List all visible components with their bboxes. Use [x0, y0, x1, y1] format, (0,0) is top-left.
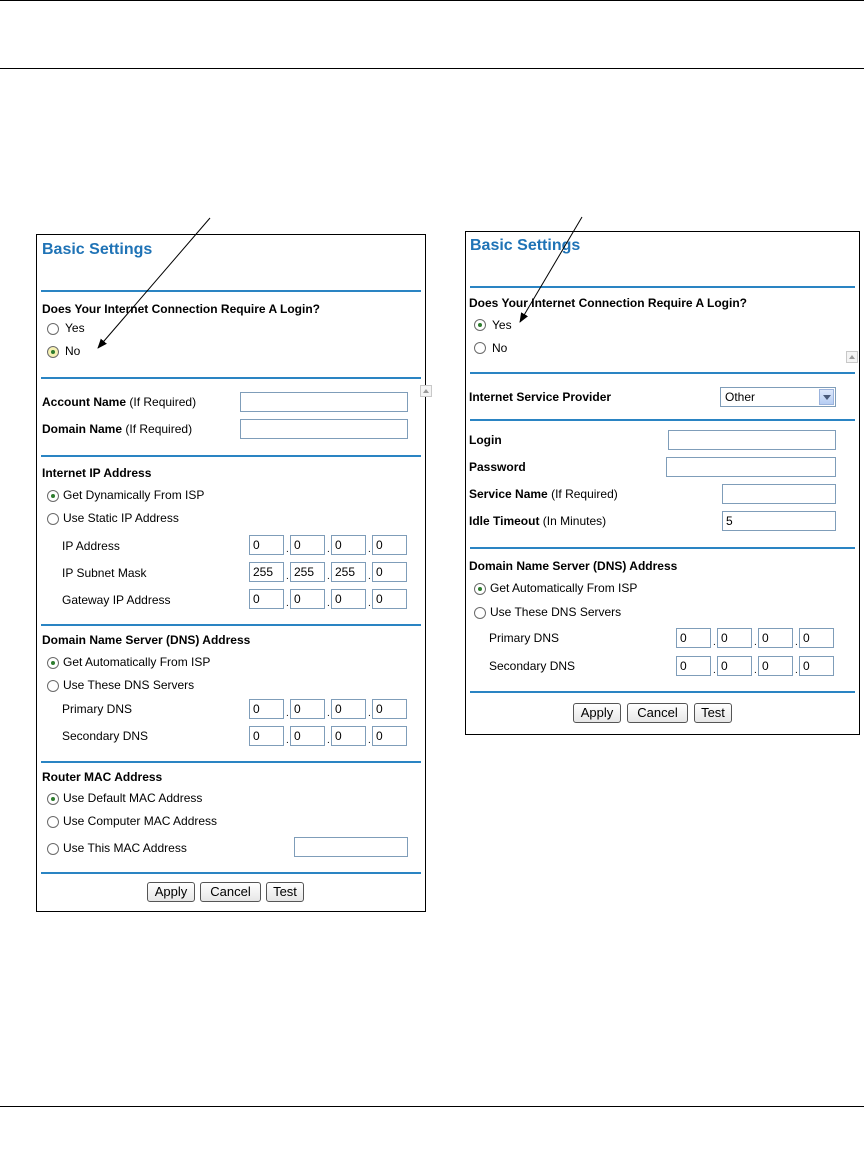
idle-timeout-label: Idle Timeout (In Minutes) [469, 514, 607, 528]
octet-separator: . [327, 598, 330, 609]
gateway-octet-1[interactable]: 0 [249, 589, 284, 609]
subnet-mask-octet-4[interactable]: 0 [372, 562, 407, 582]
octet-separator: . [327, 735, 330, 746]
ip-dynamic-label: Get Dynamically From ISP [63, 488, 205, 502]
dns-header: Domain Name Server (DNS) Address [469, 559, 678, 573]
secondary-dns-octet-4[interactable]: 0 [799, 656, 834, 676]
gateway-octet-2[interactable]: 0 [290, 589, 325, 609]
octet-separator: . [368, 598, 371, 609]
primary-dns-label: Primary DNS [62, 702, 133, 716]
octet-separator: . [286, 708, 289, 719]
gateway-label: Gateway IP Address [62, 593, 171, 607]
subnet-mask-octet-1[interactable]: 255 [249, 562, 284, 582]
secondary-dns-octet-3[interactable]: 0 [758, 656, 793, 676]
apply-button[interactable]: Apply [147, 882, 195, 902]
page-title: Basic Settings [470, 237, 581, 254]
cancel-button[interactable]: Cancel [627, 703, 688, 723]
secondary-dns-octet-3[interactable]: 0 [331, 726, 366, 746]
octet-separator: . [327, 571, 330, 582]
login-no-label: No [65, 344, 81, 358]
octet-separator: . [795, 637, 798, 648]
octet-separator: . [754, 665, 757, 676]
octet-separator: . [368, 544, 371, 555]
login-question: Does Your Internet Connection Require A Login? [469, 296, 748, 310]
test-button[interactable]: Test [266, 882, 304, 902]
mac-custom-label: Use This MAC Address [63, 841, 187, 855]
password-label: Password [469, 460, 526, 474]
octet-separator: . [368, 708, 371, 719]
secondary-dns-octet-1[interactable]: 0 [249, 726, 284, 746]
secondary-dns-label: Secondary DNS [489, 659, 576, 673]
octet-separator: . [286, 735, 289, 746]
login-question: Does Your Internet Connection Require A Login? [42, 302, 321, 316]
cancel-button[interactable]: Cancel [200, 882, 261, 902]
primary-dns-octet-3[interactable]: 0 [758, 628, 793, 648]
ip-address-octet-4[interactable]: 0 [372, 535, 407, 555]
primary-dns-octet-2[interactable]: 0 [717, 628, 752, 648]
idle-timeout-input[interactable]: 5 [722, 511, 836, 531]
primary-dns-octet-3[interactable]: 0 [331, 699, 366, 719]
account-name-label: Account Name (If Required) [42, 395, 197, 409]
octet-separator: . [286, 598, 289, 609]
login-yes-label: Yes [65, 321, 85, 335]
domain-name-label: Domain Name (If Required) [42, 422, 193, 436]
gateway-octet-3[interactable]: 0 [331, 589, 366, 609]
primary-dns-octet-4[interactable]: 0 [372, 699, 407, 719]
page-title: Basic Settings [42, 241, 153, 258]
callout-arrow-right [520, 217, 582, 322]
subnet-mask-label: IP Subnet Mask [62, 566, 147, 580]
primary-dns-octet-2[interactable]: 0 [290, 699, 325, 719]
gateway-octet-4[interactable]: 0 [372, 589, 407, 609]
dns-manual-label: Use These DNS Servers [490, 605, 622, 619]
octet-separator: . [368, 571, 371, 582]
octet-separator: . [368, 735, 371, 746]
primary-dns-octet-4[interactable]: 0 [799, 628, 834, 648]
octet-separator: . [286, 544, 289, 555]
octet-separator: . [327, 708, 330, 719]
internet-ip-header: Internet IP Address [42, 466, 152, 480]
subnet-mask-octet-3[interactable]: 255 [331, 562, 366, 582]
primary-dns-octet-1[interactable]: 0 [676, 628, 711, 648]
login-label: Login [469, 433, 502, 447]
secondary-dns-octet-1[interactable]: 0 [676, 656, 711, 676]
dns-auto-label: Get Automatically From ISP [490, 581, 638, 595]
mac-default-label: Use Default MAC Address [63, 791, 203, 805]
dns-auto-label: Get Automatically From ISP [63, 655, 211, 669]
isp-select-value: Other [725, 390, 756, 404]
ip-address-octet-1[interactable]: 0 [249, 535, 284, 555]
secondary-dns-label: Secondary DNS [62, 729, 149, 743]
ip-static-label: Use Static IP Address [63, 511, 179, 525]
subnet-mask-octet-2[interactable]: 255 [290, 562, 325, 582]
dns-manual-label: Use These DNS Servers [63, 678, 195, 692]
octet-separator: . [713, 665, 716, 676]
secondary-dns-octet-2[interactable]: 0 [290, 726, 325, 746]
login-no-label: No [492, 341, 508, 355]
ip-address-octet-3[interactable]: 0 [331, 535, 366, 555]
mac-header: Router MAC Address [42, 770, 163, 784]
secondary-dns-octet-2[interactable]: 0 [717, 656, 752, 676]
octet-separator: . [327, 544, 330, 555]
ip-address-label: IP Address [62, 539, 120, 553]
service-name-label: Service Name (If Required) [469, 487, 618, 501]
mac-computer-label: Use Computer MAC Address [63, 814, 218, 828]
apply-button[interactable]: Apply [573, 703, 621, 723]
ip-address-octet-2[interactable]: 0 [290, 535, 325, 555]
login-yes-label: Yes [492, 318, 512, 332]
primary-dns-octet-1[interactable]: 0 [249, 699, 284, 719]
octet-separator: . [795, 665, 798, 676]
secondary-dns-octet-4[interactable]: 0 [372, 726, 407, 746]
test-button[interactable]: Test [694, 703, 732, 723]
octet-separator: . [713, 637, 716, 648]
dns-header: Domain Name Server (DNS) Address [42, 633, 251, 647]
callout-arrow-left [98, 218, 210, 348]
octet-separator: . [286, 571, 289, 582]
primary-dns-label: Primary DNS [489, 631, 560, 645]
isp-label: Internet Service Provider [469, 390, 612, 404]
octet-separator: . [754, 637, 757, 648]
